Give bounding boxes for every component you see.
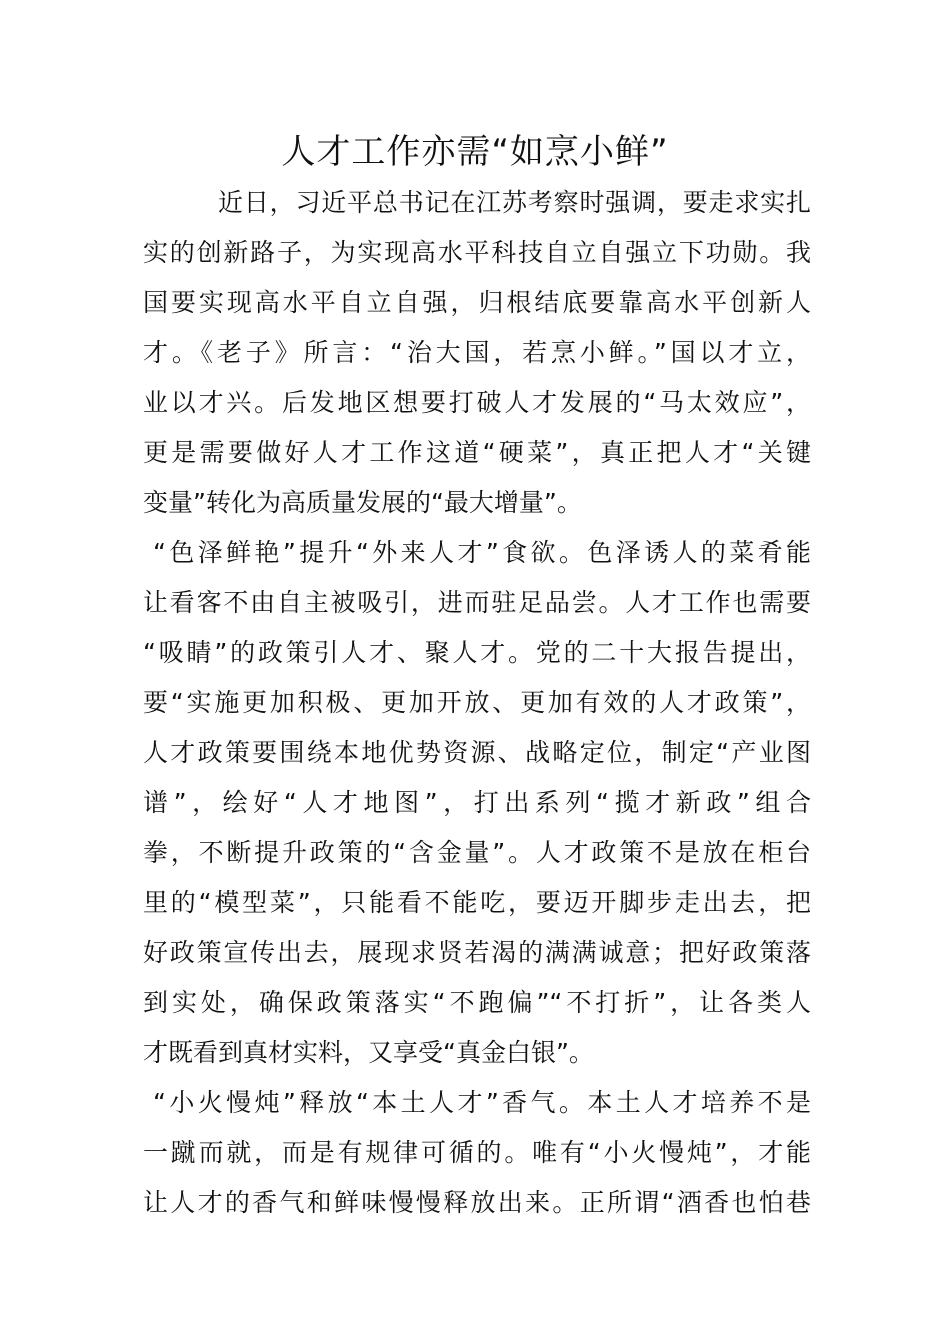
paragraph-2-line-6: 谱”，绘好“人才地图”，打出系列“揽才新政”组合	[143, 788, 811, 817]
paragraph-2-line-4: 要“实施更加积极、更加开放、更加有效的人才政策”，	[143, 688, 811, 717]
paragraph-3-line-2: 一蹴而就，而是有规律可循的。唯有“小火慢炖”，才能	[143, 1138, 811, 1167]
paragraph-1-line-7: 变量”转化为高质量发展的“最大增量”。	[143, 488, 582, 517]
paragraph-1-line-5: 业以才兴。后发地区想要打破人才发展的“马太效应”，	[143, 388, 811, 417]
paragraph-2-line-11: 才既看到真材实料，又享受“真金白银”。	[143, 1038, 594, 1067]
paragraph-1-line-3: 国要实现高水平自立自强，归根结底要靠高水平创新人	[143, 288, 811, 317]
paragraph-2-line-3: “吸睛”的政策引人才、聚人才。党的二十大报告提出，	[143, 638, 811, 667]
document-title: 人才工作亦需“如烹小鲜”	[281, 132, 669, 172]
document-body	[143, 178, 811, 1228]
paragraph-2-line-7: 拳，不断提升政策的“含金量”。人才政策不是放在柜台	[143, 838, 811, 867]
paragraph-3-line-1: “小火慢炖”释放“本土人才”香气。本土人才培养不是	[153, 1088, 811, 1117]
paragraph-2-line-2: 让看客不由自主被吸引，进而驻足品尝。人才工作也需要	[143, 588, 811, 617]
paragraph-3-line-3: 让人才的香气和鲜味慢慢释放出来。正所谓“酒香也怕巷	[143, 1188, 811, 1217]
paragraph-2-line-5: 人才政策要围绕本地优势资源、战略定位，制定“产业图	[143, 738, 811, 767]
paragraph-1-line-4: 才。《老子》所言：“治大国，若烹小鲜。”国以才立，	[143, 338, 811, 367]
paragraph-1-line-2: 实的创新路子，为实现高水平科技自立自强立下功勋。我	[143, 238, 811, 267]
paragraph-2-line-10: 到实处，确保政策落实“不跑偏”“不打折”，让各类人	[143, 988, 811, 1017]
paragraph-1-line-6: 更是需要做好人才工作这道“硬菜”，真正把人才“关键	[143, 438, 811, 467]
paragraph-1-line-1: 近日，习近平总书记在江苏考察时强调，要走求实扎	[218, 188, 811, 217]
paragraph-2-line-9: 好政策宣传出去，展现求贤若渴的满满诚意；把好政策落	[143, 938, 811, 967]
paragraph-2-line-1: “色泽鲜艳”提升“外来人才”食欲。色泽诱人的菜肴能	[153, 538, 811, 567]
paragraph-2-line-8: 里的“模型菜”，只能看不能吃，要迈开脚步走出去，把	[143, 888, 811, 917]
